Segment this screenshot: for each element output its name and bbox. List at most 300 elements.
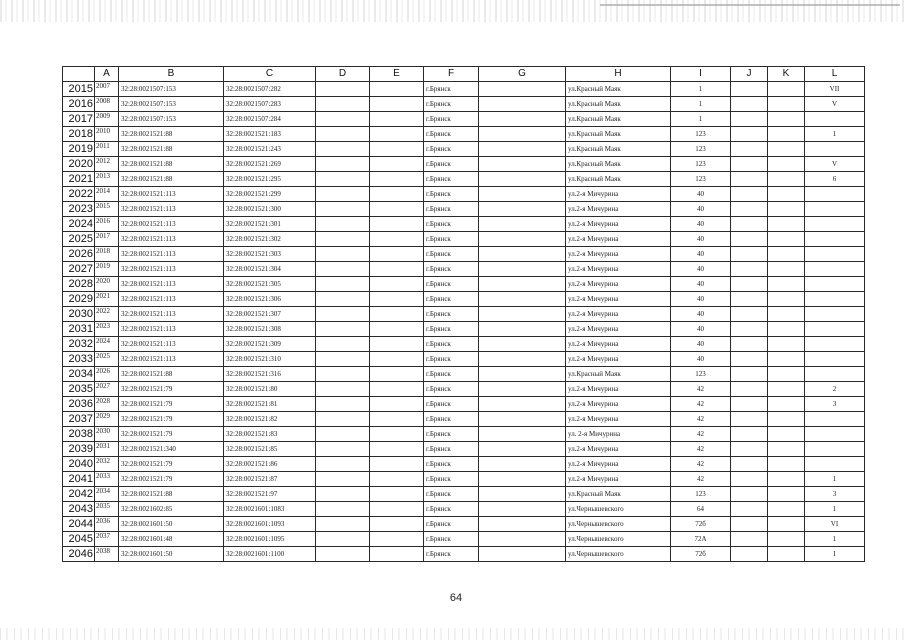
cell-d[interactable] bbox=[316, 502, 370, 517]
cell-l[interactable] bbox=[805, 247, 865, 262]
cell-h[interactable]: ул.Чернышевского bbox=[566, 547, 671, 562]
cell-k[interactable] bbox=[768, 187, 805, 202]
cell-h[interactable]: ул.Красный Маяк bbox=[566, 112, 671, 127]
cell-k[interactable] bbox=[768, 172, 805, 187]
corner-cell[interactable] bbox=[63, 67, 95, 82]
cell-e[interactable] bbox=[370, 322, 424, 337]
cell-d[interactable] bbox=[316, 457, 370, 472]
cell-j[interactable] bbox=[731, 427, 768, 442]
cell-k[interactable] bbox=[768, 472, 805, 487]
cell-k[interactable] bbox=[768, 157, 805, 172]
cell-f[interactable]: г.Брянск bbox=[424, 502, 479, 517]
cell-e[interactable] bbox=[370, 397, 424, 412]
cell-i[interactable]: 1 bbox=[671, 97, 731, 112]
column-header-c[interactable]: C bbox=[224, 67, 316, 82]
cell-d[interactable] bbox=[316, 277, 370, 292]
cell-j[interactable] bbox=[731, 547, 768, 562]
row-number[interactable]: 2025 bbox=[63, 232, 95, 247]
cell-l[interactable]: 1 bbox=[805, 127, 865, 142]
row-number[interactable]: 2022 bbox=[63, 187, 95, 202]
cell-g[interactable] bbox=[479, 382, 566, 397]
cell-f[interactable]: г.Брянск bbox=[424, 247, 479, 262]
cell-a[interactable]: 2034 bbox=[95, 487, 119, 502]
cell-c[interactable]: 32:28:0021521:83 bbox=[224, 427, 316, 442]
cell-j[interactable] bbox=[731, 472, 768, 487]
cell-g[interactable] bbox=[479, 337, 566, 352]
cell-h[interactable]: ул.Красный Маяк bbox=[566, 172, 671, 187]
cell-k[interactable] bbox=[768, 232, 805, 247]
cell-d[interactable] bbox=[316, 517, 370, 532]
cell-d[interactable] bbox=[316, 427, 370, 442]
column-header-k[interactable]: K bbox=[768, 67, 805, 82]
cell-d[interactable] bbox=[316, 337, 370, 352]
cell-i[interactable]: 40 bbox=[671, 262, 731, 277]
column-header-a[interactable]: A bbox=[95, 67, 119, 82]
cell-l[interactable]: VI bbox=[805, 517, 865, 532]
cell-a[interactable]: 2038 bbox=[95, 547, 119, 562]
cell-j[interactable] bbox=[731, 202, 768, 217]
cell-i[interactable]: 40 bbox=[671, 337, 731, 352]
cell-c[interactable]: 32:28:0021507:284 bbox=[224, 112, 316, 127]
row-number[interactable]: 2045 bbox=[63, 532, 95, 547]
cell-f[interactable]: г.Брянск bbox=[424, 352, 479, 367]
cell-f[interactable]: г.Брянск bbox=[424, 142, 479, 157]
cell-l[interactable]: 3 bbox=[805, 487, 865, 502]
cell-b[interactable]: 32:28:0021507:153 bbox=[119, 97, 224, 112]
cell-k[interactable] bbox=[768, 307, 805, 322]
cell-i[interactable]: 40 bbox=[671, 217, 731, 232]
cell-l[interactable] bbox=[805, 217, 865, 232]
cell-d[interactable] bbox=[316, 412, 370, 427]
cell-g[interactable] bbox=[479, 442, 566, 457]
cell-j[interactable] bbox=[731, 292, 768, 307]
cell-i[interactable]: 42 bbox=[671, 397, 731, 412]
cell-c[interactable]: 32:28:0021521:310 bbox=[224, 352, 316, 367]
cell-j[interactable] bbox=[731, 337, 768, 352]
cell-g[interactable] bbox=[479, 202, 566, 217]
cell-k[interactable] bbox=[768, 382, 805, 397]
cell-b[interactable]: 32:28:0021521:113 bbox=[119, 232, 224, 247]
cell-e[interactable] bbox=[370, 352, 424, 367]
cell-l[interactable]: 6 bbox=[805, 172, 865, 187]
cell-i[interactable]: 40 bbox=[671, 352, 731, 367]
cell-h[interactable]: ул.2-я Мичурина bbox=[566, 472, 671, 487]
cell-h[interactable]: ул.2-я Мичурина bbox=[566, 382, 671, 397]
cell-d[interactable] bbox=[316, 292, 370, 307]
row-number[interactable]: 2035 bbox=[63, 382, 95, 397]
cell-a[interactable]: 2023 bbox=[95, 322, 119, 337]
cell-c[interactable]: 32:28:0021521:308 bbox=[224, 322, 316, 337]
cell-b[interactable]: 32:28:0021521:113 bbox=[119, 322, 224, 337]
cell-i[interactable]: 40 bbox=[671, 247, 731, 262]
cell-k[interactable] bbox=[768, 367, 805, 382]
cell-e[interactable] bbox=[370, 127, 424, 142]
cell-j[interactable] bbox=[731, 442, 768, 457]
cell-c[interactable]: 32:28:0021521:243 bbox=[224, 142, 316, 157]
cell-b[interactable]: 32:28:0021521:79 bbox=[119, 427, 224, 442]
cell-a[interactable]: 2025 bbox=[95, 352, 119, 367]
cell-i[interactable]: 40 bbox=[671, 232, 731, 247]
cell-j[interactable] bbox=[731, 112, 768, 127]
cell-k[interactable] bbox=[768, 442, 805, 457]
cell-g[interactable] bbox=[479, 157, 566, 172]
cell-h[interactable]: ул.Красный Маяк bbox=[566, 157, 671, 172]
cell-j[interactable] bbox=[731, 367, 768, 382]
cell-e[interactable] bbox=[370, 517, 424, 532]
column-header-b[interactable]: B bbox=[119, 67, 224, 82]
cell-k[interactable] bbox=[768, 82, 805, 97]
cell-e[interactable] bbox=[370, 412, 424, 427]
cell-h[interactable]: ул.Чернышевского bbox=[566, 502, 671, 517]
column-header-f[interactable]: F bbox=[424, 67, 479, 82]
row-number[interactable]: 2027 bbox=[63, 262, 95, 277]
row-number[interactable]: 2043 bbox=[63, 502, 95, 517]
cell-a[interactable]: 2030 bbox=[95, 427, 119, 442]
row-number[interactable]: 2034 bbox=[63, 367, 95, 382]
row-number[interactable]: 2046 bbox=[63, 547, 95, 562]
cell-h[interactable]: ул.2-я Мичурина bbox=[566, 352, 671, 367]
cell-g[interactable] bbox=[479, 247, 566, 262]
cell-d[interactable] bbox=[316, 262, 370, 277]
cell-h[interactable]: ул. 2-я Мичурина bbox=[566, 427, 671, 442]
cell-f[interactable]: г.Брянск bbox=[424, 232, 479, 247]
cell-g[interactable] bbox=[479, 217, 566, 232]
cell-c[interactable]: 32:28:0021521:97 bbox=[224, 487, 316, 502]
cell-a[interactable]: 2028 bbox=[95, 397, 119, 412]
cell-g[interactable] bbox=[479, 532, 566, 547]
cell-e[interactable] bbox=[370, 277, 424, 292]
cell-h[interactable]: ул.2-я Мичурина bbox=[566, 337, 671, 352]
cell-i[interactable]: 123 bbox=[671, 142, 731, 157]
cell-f[interactable]: г.Брянск bbox=[424, 202, 479, 217]
cell-j[interactable] bbox=[731, 277, 768, 292]
cell-l[interactable] bbox=[805, 262, 865, 277]
cell-e[interactable] bbox=[370, 532, 424, 547]
cell-f[interactable]: г.Брянск bbox=[424, 157, 479, 172]
cell-e[interactable] bbox=[370, 337, 424, 352]
cell-l[interactable] bbox=[805, 427, 865, 442]
cell-d[interactable] bbox=[316, 532, 370, 547]
cell-l[interactable]: V bbox=[805, 157, 865, 172]
cell-h[interactable]: ул.2-я Мичурина bbox=[566, 292, 671, 307]
cell-g[interactable] bbox=[479, 142, 566, 157]
row-number[interactable]: 2023 bbox=[63, 202, 95, 217]
cell-d[interactable] bbox=[316, 547, 370, 562]
cell-j[interactable] bbox=[731, 262, 768, 277]
cell-b[interactable]: 32:28:0021601:50 bbox=[119, 547, 224, 562]
cell-a[interactable]: 2027 bbox=[95, 382, 119, 397]
cell-g[interactable] bbox=[479, 127, 566, 142]
cell-e[interactable] bbox=[370, 172, 424, 187]
cell-k[interactable] bbox=[768, 457, 805, 472]
cell-e[interactable] bbox=[370, 382, 424, 397]
cell-i[interactable]: 72А bbox=[671, 532, 731, 547]
cell-b[interactable]: 32:28:0021521:88 bbox=[119, 157, 224, 172]
cell-c[interactable]: 32:28:0021521:307 bbox=[224, 307, 316, 322]
cell-k[interactable] bbox=[768, 487, 805, 502]
cell-h[interactable]: ул.2-я Мичурина bbox=[566, 307, 671, 322]
cell-i[interactable]: 42 bbox=[671, 382, 731, 397]
cell-i[interactable]: 40 bbox=[671, 322, 731, 337]
cell-f[interactable]: г.Брянск bbox=[424, 187, 479, 202]
cell-d[interactable] bbox=[316, 442, 370, 457]
cell-j[interactable] bbox=[731, 487, 768, 502]
cell-c[interactable]: 32:28:0021601:1083 bbox=[224, 502, 316, 517]
cell-g[interactable] bbox=[479, 502, 566, 517]
cell-a[interactable]: 2007 bbox=[95, 82, 119, 97]
cell-c[interactable]: 32:28:0021601:1095 bbox=[224, 532, 316, 547]
cell-k[interactable] bbox=[768, 337, 805, 352]
cell-c[interactable]: 32:28:0021521:87 bbox=[224, 472, 316, 487]
cell-c[interactable]: 32:28:0021521:299 bbox=[224, 187, 316, 202]
cell-i[interactable]: 123 bbox=[671, 487, 731, 502]
cell-g[interactable] bbox=[479, 457, 566, 472]
cell-c[interactable]: 32:28:0021521:304 bbox=[224, 262, 316, 277]
cell-e[interactable] bbox=[370, 487, 424, 502]
cell-d[interactable] bbox=[316, 127, 370, 142]
cell-a[interactable]: 2031 bbox=[95, 442, 119, 457]
row-number[interactable]: 2032 bbox=[63, 337, 95, 352]
cell-i[interactable]: 1 bbox=[671, 82, 731, 97]
cell-h[interactable]: ул.Красный Маяк bbox=[566, 487, 671, 502]
cell-h[interactable]: ул.2-я Мичурина bbox=[566, 187, 671, 202]
row-number[interactable]: 2039 bbox=[63, 442, 95, 457]
cell-a[interactable]: 2021 bbox=[95, 292, 119, 307]
row-number[interactable]: 2042 bbox=[63, 487, 95, 502]
cell-f[interactable]: г.Брянск bbox=[424, 277, 479, 292]
cell-e[interactable] bbox=[370, 547, 424, 562]
cell-e[interactable] bbox=[370, 232, 424, 247]
cell-f[interactable]: г.Брянск bbox=[424, 472, 479, 487]
cell-k[interactable] bbox=[768, 127, 805, 142]
cell-b[interactable]: 32:28:0021521:88 bbox=[119, 172, 224, 187]
cell-l[interactable] bbox=[805, 277, 865, 292]
cell-h[interactable]: ул.2-я Мичурина bbox=[566, 217, 671, 232]
cell-b[interactable]: 32:28:0021521:113 bbox=[119, 262, 224, 277]
cell-c[interactable]: 32:28:0021521:85 bbox=[224, 442, 316, 457]
cell-g[interactable] bbox=[479, 427, 566, 442]
column-header-l[interactable]: L bbox=[805, 67, 865, 82]
cell-j[interactable] bbox=[731, 247, 768, 262]
cell-f[interactable]: г.Брянск bbox=[424, 322, 479, 337]
cell-d[interactable] bbox=[316, 322, 370, 337]
cell-l[interactable] bbox=[805, 202, 865, 217]
cell-b[interactable]: 32:28:0021521:79 bbox=[119, 397, 224, 412]
cell-d[interactable] bbox=[316, 172, 370, 187]
cell-l[interactable]: 1 bbox=[805, 502, 865, 517]
cell-c[interactable]: 32:28:0021521:303 bbox=[224, 247, 316, 262]
row-number[interactable]: 2037 bbox=[63, 412, 95, 427]
cell-j[interactable] bbox=[731, 127, 768, 142]
cell-j[interactable] bbox=[731, 217, 768, 232]
cell-e[interactable] bbox=[370, 292, 424, 307]
cell-h[interactable]: ул.2-я Мичурина bbox=[566, 277, 671, 292]
cell-f[interactable]: г.Брянск bbox=[424, 337, 479, 352]
column-header-i[interactable]: I bbox=[671, 67, 731, 82]
cell-a[interactable]: 2009 bbox=[95, 112, 119, 127]
cell-e[interactable] bbox=[370, 202, 424, 217]
cell-g[interactable] bbox=[479, 322, 566, 337]
cell-e[interactable] bbox=[370, 472, 424, 487]
cell-c[interactable]: 32:28:0021521:81 bbox=[224, 397, 316, 412]
cell-a[interactable]: 2019 bbox=[95, 262, 119, 277]
cell-a[interactable]: 2033 bbox=[95, 472, 119, 487]
cell-j[interactable] bbox=[731, 187, 768, 202]
cell-e[interactable] bbox=[370, 217, 424, 232]
cell-c[interactable]: 32:28:0021521:300 bbox=[224, 202, 316, 217]
cell-l[interactable] bbox=[805, 187, 865, 202]
row-number[interactable]: 2041 bbox=[63, 472, 95, 487]
cell-k[interactable] bbox=[768, 277, 805, 292]
cell-a[interactable]: 2013 bbox=[95, 172, 119, 187]
cell-i[interactable]: 72б bbox=[671, 517, 731, 532]
cell-b[interactable]: 32:28:0021521:113 bbox=[119, 292, 224, 307]
cell-l[interactable] bbox=[805, 412, 865, 427]
cell-h[interactable]: ул.Красный Маяк bbox=[566, 127, 671, 142]
cell-k[interactable] bbox=[768, 517, 805, 532]
cell-d[interactable] bbox=[316, 202, 370, 217]
cell-i[interactable]: 42 bbox=[671, 412, 731, 427]
cell-k[interactable] bbox=[768, 532, 805, 547]
cell-b[interactable]: 32:28:0021521:113 bbox=[119, 187, 224, 202]
cell-h[interactable]: ул.2-я Мичурина bbox=[566, 202, 671, 217]
cell-k[interactable] bbox=[768, 247, 805, 262]
cell-e[interactable] bbox=[370, 427, 424, 442]
row-number[interactable]: 2033 bbox=[63, 352, 95, 367]
cell-i[interactable]: 1 bbox=[671, 112, 731, 127]
cell-c[interactable]: 32:28:0021521:80 bbox=[224, 382, 316, 397]
cell-d[interactable] bbox=[316, 247, 370, 262]
cell-l[interactable] bbox=[805, 292, 865, 307]
cell-f[interactable]: г.Брянск bbox=[424, 262, 479, 277]
row-number[interactable]: 2031 bbox=[63, 322, 95, 337]
cell-e[interactable] bbox=[370, 457, 424, 472]
cell-g[interactable] bbox=[479, 112, 566, 127]
cell-g[interactable] bbox=[479, 487, 566, 502]
cell-g[interactable] bbox=[479, 97, 566, 112]
cell-f[interactable]: г.Брянск bbox=[424, 82, 479, 97]
row-number[interactable]: 2024 bbox=[63, 217, 95, 232]
cell-b[interactable]: 32:28:0021521:88 bbox=[119, 487, 224, 502]
cell-l[interactable] bbox=[805, 337, 865, 352]
cell-l[interactable]: 1 bbox=[805, 472, 865, 487]
cell-c[interactable]: 32:28:0021507:283 bbox=[224, 97, 316, 112]
cell-i[interactable]: 40 bbox=[671, 307, 731, 322]
cell-f[interactable]: г.Брянск bbox=[424, 397, 479, 412]
cell-k[interactable] bbox=[768, 217, 805, 232]
cell-c[interactable]: 32:28:0021521:183 bbox=[224, 127, 316, 142]
cell-c[interactable]: 32:28:0021521:306 bbox=[224, 292, 316, 307]
cell-k[interactable] bbox=[768, 97, 805, 112]
cell-a[interactable]: 2018 bbox=[95, 247, 119, 262]
cell-e[interactable] bbox=[370, 502, 424, 517]
cell-j[interactable] bbox=[731, 172, 768, 187]
cell-b[interactable]: 32:28:0021521:340 bbox=[119, 442, 224, 457]
cell-f[interactable]: г.Брянск bbox=[424, 307, 479, 322]
cell-d[interactable] bbox=[316, 352, 370, 367]
cell-j[interactable] bbox=[731, 412, 768, 427]
row-number[interactable]: 2044 bbox=[63, 517, 95, 532]
cell-c[interactable]: 32:28:0021521:309 bbox=[224, 337, 316, 352]
row-number[interactable]: 2030 bbox=[63, 307, 95, 322]
cell-f[interactable]: г.Брянск bbox=[424, 292, 479, 307]
cell-j[interactable] bbox=[731, 502, 768, 517]
cell-b[interactable]: 32:28:0021521:113 bbox=[119, 352, 224, 367]
cell-f[interactable]: г.Брянск bbox=[424, 487, 479, 502]
cell-l[interactable]: VII bbox=[805, 82, 865, 97]
cell-f[interactable]: г.Брянск bbox=[424, 412, 479, 427]
cell-l[interactable] bbox=[805, 367, 865, 382]
cell-j[interactable] bbox=[731, 382, 768, 397]
cell-i[interactable]: 72б bbox=[671, 547, 731, 562]
cell-e[interactable] bbox=[370, 187, 424, 202]
row-number[interactable]: 2029 bbox=[63, 292, 95, 307]
cell-h[interactable]: ул.2-я Мичурина bbox=[566, 457, 671, 472]
cell-k[interactable] bbox=[768, 427, 805, 442]
cell-h[interactable]: ул.2-я Мичурина bbox=[566, 442, 671, 457]
cell-a[interactable]: 2020 bbox=[95, 277, 119, 292]
cell-c[interactable]: 32:28:0021521:316 bbox=[224, 367, 316, 382]
cell-a[interactable]: 2017 bbox=[95, 232, 119, 247]
cell-g[interactable] bbox=[479, 472, 566, 487]
cell-k[interactable] bbox=[768, 142, 805, 157]
row-number[interactable]: 2036 bbox=[63, 397, 95, 412]
cell-b[interactable]: 32:28:0021601:48 bbox=[119, 532, 224, 547]
cell-c[interactable]: 32:28:0021601:1093 bbox=[224, 517, 316, 532]
cell-i[interactable]: 64 bbox=[671, 502, 731, 517]
cell-i[interactable]: 40 bbox=[671, 202, 731, 217]
cell-k[interactable] bbox=[768, 262, 805, 277]
cell-i[interactable]: 123 bbox=[671, 367, 731, 382]
cell-a[interactable]: 2016 bbox=[95, 217, 119, 232]
cell-g[interactable] bbox=[479, 172, 566, 187]
cell-b[interactable]: 32:28:0021521:113 bbox=[119, 217, 224, 232]
row-number[interactable]: 2040 bbox=[63, 457, 95, 472]
cell-i[interactable]: 42 bbox=[671, 442, 731, 457]
cell-b[interactable]: 32:28:0021521:113 bbox=[119, 247, 224, 262]
row-number[interactable]: 2038 bbox=[63, 427, 95, 442]
cell-f[interactable]: г.Брянск bbox=[424, 97, 479, 112]
cell-f[interactable]: г.Брянск bbox=[424, 442, 479, 457]
cell-l[interactable] bbox=[805, 442, 865, 457]
cell-e[interactable] bbox=[370, 112, 424, 127]
cell-j[interactable] bbox=[731, 352, 768, 367]
cell-l[interactable]: 3 bbox=[805, 397, 865, 412]
cell-b[interactable]: 32:28:0021521:79 bbox=[119, 472, 224, 487]
column-header-d[interactable]: D bbox=[316, 67, 370, 82]
cell-c[interactable]: 32:28:0021521:305 bbox=[224, 277, 316, 292]
cell-g[interactable] bbox=[479, 292, 566, 307]
cell-g[interactable] bbox=[479, 187, 566, 202]
cell-k[interactable] bbox=[768, 412, 805, 427]
cell-a[interactable]: 2026 bbox=[95, 367, 119, 382]
cell-d[interactable] bbox=[316, 382, 370, 397]
cell-b[interactable]: 32:28:0021521:88 bbox=[119, 142, 224, 157]
cell-d[interactable] bbox=[316, 232, 370, 247]
cell-g[interactable] bbox=[479, 262, 566, 277]
cell-l[interactable] bbox=[805, 307, 865, 322]
cell-l[interactable]: 1 bbox=[805, 532, 865, 547]
cell-b[interactable]: 32:28:0021521:88 bbox=[119, 127, 224, 142]
cell-h[interactable]: ул.2-я Мичурина bbox=[566, 232, 671, 247]
cell-h[interactable]: ул.Красный Маяк bbox=[566, 142, 671, 157]
cell-f[interactable]: г.Брянск bbox=[424, 457, 479, 472]
column-header-g[interactable]: G bbox=[479, 67, 566, 82]
cell-l[interactable]: V bbox=[805, 97, 865, 112]
cell-h[interactable]: ул.2-я Мичурина bbox=[566, 262, 671, 277]
row-number[interactable]: 2017 bbox=[63, 112, 95, 127]
cell-d[interactable] bbox=[316, 112, 370, 127]
